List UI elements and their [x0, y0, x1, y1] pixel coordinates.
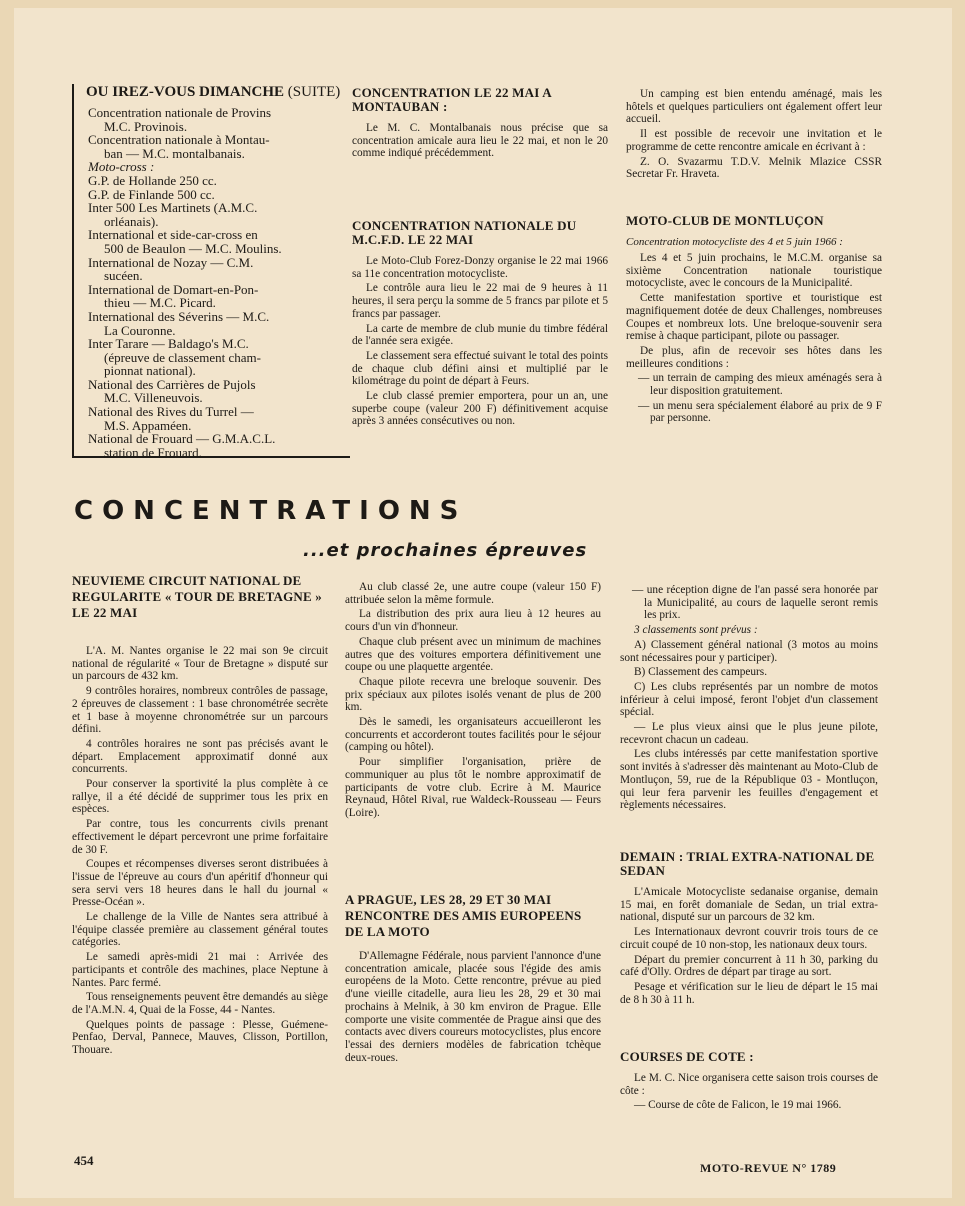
box-line: sucéen.: [104, 268, 143, 284]
article-montauban: [352, 86, 608, 162]
montlucon-bullets: [626, 372, 882, 425]
paragraph: L'A. M. Nantes organise le 22 mai son 9e circuit national de régularité « Tour de Bretagne » disputé sur un parcours de 432 km.: [72, 645, 328, 683]
paragraph: Coupes et récompenses diverses seront distribuées à l'issue de l'épreuve au cours d'un apéritif d'honneur qui sera servi vers 18 heures dans le hall du journal « Presse-Océan ».: [72, 858, 328, 909]
paragraph: Quelques points de passage : Plesse, Guémene-Penfao, Derval, Pannece, Mauves, Clisson, Portillon, Thouare.: [72, 1018, 328, 1057]
box-line: pionnat national).: [104, 363, 196, 379]
paragraph: Le M. C. Montalbanais nous précise que sa concentration amicale aura lieu le 22 mai, et non le 20 comme indiqué précédemment.: [352, 122, 608, 160]
box-line: ban — M.C. montalbanais.: [104, 145, 245, 161]
paragraph: 9 contrôles horaires, nombreux contrôles de passage, 2 épreuves de classement : 1 base chronométrée secrète et 1 base à moyenne chronométrée sur un parcours défini.: [72, 685, 328, 736]
box-line: (épreuve de classement cham-: [104, 349, 262, 365]
paragraph: Pour conserver la sportivité la plus complète à ce rallye, il a été décidé de supprimer tous les prix en espèces.: [72, 778, 328, 816]
mcfd-body: [352, 255, 608, 428]
box-line: International des Séverins — M.C.: [88, 308, 270, 324]
box-line: Concentration nationale de Provins: [88, 105, 272, 120]
box-line: National des Carrières de Pujols: [88, 376, 256, 392]
section-title: CONCENTRATIONS: [74, 496, 468, 526]
box-line: Inter 500 Les Martinets (A.M.C.: [88, 200, 258, 216]
article-mcfd: [352, 219, 608, 430]
box-line: International de Domart-en-Pon-: [88, 281, 259, 297]
paragraph: Pesage et vérification sur le lieu de départ le 15 mai de 8 h 30 à 11 h.: [620, 980, 878, 1006]
paragraph: Départ du premier concurrent à 11 h 30, parking du café d'Olly. Ordres de départ par tirage au sort.: [620, 953, 878, 979]
paragraph: Le samedi après-midi 21 mai : Arrivée des participants et contrôle des machines, place Neptune à Nantes. Parc fermé.: [72, 951, 328, 989]
montlucon-body: [626, 252, 882, 370]
paragraph: La distribution des prix aura lieu à 12 heures au cours d'un vin d'honneur.: [345, 608, 601, 634]
prague-title: A PRAGUE, LES 28, 29 ET 30 MAI RENCONTRE DES AMIS EUROPEENS DE LA MOTO: [345, 892, 582, 939]
magazine-issue: MOTO-REVUE N° 1789: [700, 1161, 837, 1175]
box-line: G.P. de Hollande 250 cc.: [88, 172, 217, 188]
montauban-body: [352, 122, 608, 160]
paragraph: — Course de côte de Falicon, le 19 mai 1966.: [634, 1099, 842, 1112]
paragraph: 4 contrôles horaires ne sont pas précisés avant le départ. Emplacement approximatif donné aux concurrents.: [72, 737, 328, 776]
paragraph: Cette manifestation sportive et touristique est magnifiquement dotée de deux Challenges, nombreuses Coupes et nombreux lots. Une breloque-souvenir sera remise à chaque participant, pilote ou passager.: [626, 292, 882, 343]
bretagne-body: [72, 645, 328, 1057]
article-montlucon-cont: [620, 584, 878, 814]
section-subtitle: ...et prochaines épreuves: [303, 540, 588, 561]
box-line: station de Frouard.: [104, 444, 202, 460]
sedan-title: DEMAIN : TRIAL EXTRA-NATIONAL DE SEDAN: [620, 849, 875, 878]
article-sedan: [620, 850, 878, 1008]
box-lines: [74, 106, 350, 459]
box-line: Inter Tarare — Baldago's M.C.: [88, 336, 249, 352]
paragraph: C) Les clubs représentés par un nombre de motos inférieur à celui imposé, feront l'objet d'un classement spécial.: [620, 680, 878, 719]
paragraph: Les Internationaux devront couvrir trois tours de ce circuit coupé de 10 non-stop, les nationaux deux tours.: [620, 926, 878, 951]
box-line: La Couronne.: [104, 322, 176, 338]
paragraph: Pour simplifier l'organisation, prière de communiquer au plus tôt le nombre approximatif de participants de votre club. Ecrire à M. Maurice Reynaud, Hôtel Rival, rue Waldeck-Rousseau — Feurs (Loire).: [345, 756, 601, 819]
box-line: Moto-cross :: [88, 159, 155, 175]
prague-body: [345, 950, 601, 1064]
paragraph: Le club classé premier emportera, pour un an, une superbe coupe (valeur 200 F) définitivement acquise après 3 années consécutives ou non.: [352, 390, 608, 428]
reception-bullet: — une réception digne de l'an passé sera honorée par la Municipalité, au cours de laquelle seront remis les prix.: [632, 584, 878, 622]
paragraph: Les 4 et 5 juin prochains, le M.C.M. organise sa sixième Concentration nationale touristique motocycliste, avec le concours de la Municipalité.: [626, 252, 882, 290]
box-title: [86, 84, 350, 100]
paragraph: Chaque club présent avec un minimum de machines autres que des voitures emportera définitivement une coupe ou une plaquette argentée.: [345, 635, 601, 674]
paragraph: Le challenge de la Ville de Nantes sera attribué à l'équipe classée première au classement général toutes catégories.: [72, 911, 328, 949]
box-line: International et side-car-cross en: [88, 227, 258, 243]
article-prague: [345, 892, 601, 1066]
cote-body: [620, 1072, 878, 1112]
paragraph: Un camping est bien entendu aménagé, mais les hôtels et quelques particuliers ont également offert leur accueil.: [626, 88, 882, 126]
paragraph: Le contrôle aura lieu le 22 mai de 9 heures à 11 heures, il sera perçu la somme de 5 francs par pilote et 5 francs par passager.: [352, 282, 608, 320]
sedan-body: [620, 886, 878, 1006]
paragraph: De plus, afin de recevoir ses hôtes dans les meilleures conditions :: [626, 344, 882, 370]
paragraph: Le M. C. Nice organisera cette saison trois courses de côte :: [620, 1072, 878, 1097]
paragraph: A) Classement général national (3 motos au moins sont nécessaires pour y participer).: [620, 638, 878, 664]
paragraph: Par contre, tous les concurrents civils prenant effectivement le départ percevront une prime forfaitaire de 30 F.: [72, 818, 328, 856]
paragraph: — un menu sera spécialement élaboré au prix de 9 F par personne.: [638, 399, 882, 425]
classements-body: [620, 639, 878, 812]
paragraph: L'Amicale Motocycliste sedanaise organise, demain 15 mai, en forêt domaniale de Sedan, un trial extra-national, disputé sur un parcours de 32 km.: [620, 886, 878, 924]
events-box: [72, 84, 350, 458]
paragraph: — Le plus vieux ainsi que le plus jeune pilote, recevront chacun un cadeau.: [620, 721, 878, 746]
bretagne-title: NEUVIEME CIRCUIT NATIONAL DE REGULARITE « TOUR DE BRETAGNE » LE 22 MAI: [72, 573, 323, 620]
box-line: National des Rives du Turrel —: [88, 404, 254, 420]
box-line: G.P. de Finlande 500 cc.: [88, 186, 215, 202]
box-line: M.C. Villeneuvois.: [104, 390, 203, 406]
paragraph: D'Allemagne Fédérale, nous parvient l'annonce d'une concentration amicale, placée sous l'égide des amis européens de la Moto. Cette rencontre, prévue au pied d'une vieille citadelle, aura lieu les 28, 29 et 30 mai prochains à Melnik, à 30 km environ de Prague. Elle comporte une visite commentée de Prague ainsi que des contacts avec divers coureurs motocyclistes, plus encore l'essai des derniers modèles de fabrication tchèque deux-roues.: [345, 950, 601, 1064]
paragraph: B) Classement des campeurs.: [634, 666, 768, 679]
paragraph: La carte de membre de club munie du timbre fédéral de l'année sera exigée.: [352, 322, 608, 348]
box-line: International de Nozay — C.M.: [88, 254, 254, 270]
paragraph: Z. O. Svazarmu T.D.V. Melnik Mlazice CSSR Secretar Fr. Hraveta.: [626, 155, 882, 181]
box-line: M.S. Appaméen.: [104, 417, 192, 433]
paragraph: Le classement sera effectué suivant le total des points de chaque club défini ainsi et multiplié par le kilométrage du point de départ à Feurs.: [352, 349, 608, 388]
article-cote: [620, 1050, 878, 1114]
article-bretagne: [72, 573, 328, 1059]
box-line: orléanais).: [104, 213, 159, 229]
paragraph: Les clubs intéressés par cette manifestation sportive sont invités à s'adresser dès maintenant au Moto-Club de Montluçon, 59, rue de la République 03 - Montluçon, qui leur fera parvenir les feuilles d'engagement et règlements nécessaires.: [620, 748, 878, 812]
page-number: 454: [74, 1153, 94, 1168]
box-line: M.C. Provinois.: [104, 118, 188, 134]
cote-title: COURSES DE COTE :: [620, 1049, 754, 1064]
box-line: thieu — M.C. Picard.: [104, 295, 216, 311]
paragraph: Il est possible de recevoir une invitation et le programme de cette rencontre amicale en écrivant à :: [626, 128, 882, 153]
paragraph: Dès le samedi, les organisateurs accueilleront les concurrents et accorderont toutes facilités pour le séjour (camping ou hôtel).: [345, 716, 601, 754]
paragraph: Tous renseignements peuvent être demandés au siège de l'A.M.N. 4, Quai de la Fosse, 44 - Nantes.: [72, 991, 328, 1016]
paragraph: Au club classé 2e, une autre coupe (valeur 150 F) attribuée selon la même formule.: [345, 581, 601, 606]
paragraph: Le Moto-Club Forez-Donzy organise le 22 mai 1966 sa 11e concentration motocycliste.: [352, 255, 608, 280]
mcfd-title: CONCENTRATION NATIONALE DU M.C.F.D. LE 22 MAI: [352, 218, 577, 247]
box-line: National de Frouard — G.M.A.C.L.: [88, 431, 276, 447]
article-montlucon: [626, 214, 882, 427]
melnik-body: [626, 88, 882, 181]
montlucon-title: MOTO-CLUB DE MONTLUÇON: [626, 213, 824, 228]
box-title-suffix: (SUITE): [287, 84, 341, 100]
box-line: 500 de Beaulon — M.C. Moulins.: [104, 240, 282, 256]
article-melnik-cont: [626, 88, 882, 183]
box-line: Concentration nationale à Montau-: [88, 132, 270, 148]
middle-body: [345, 581, 601, 820]
paragraph: — un terrain de camping des mieux aménagés sera à leur disposition gratuitement.: [638, 372, 882, 398]
box-title-text: OU IREZ-VOUS DIMANCHE: [86, 84, 285, 100]
classements-title: 3 classements sont prévus :: [634, 624, 758, 637]
montlucon-subtitle: Concentration motocycliste des 4 et 5 juin 1966 :: [626, 236, 843, 248]
paragraph: Chaque pilote recevra une breloque souvenir. Des prix spéciaux aux pilotes isolés venant de plus de 200 km.: [345, 675, 601, 714]
montauban-title: CONCENTRATION LE 22 MAI A MONTAUBAN :: [352, 85, 552, 114]
article-mcfd-cont: [345, 581, 601, 822]
